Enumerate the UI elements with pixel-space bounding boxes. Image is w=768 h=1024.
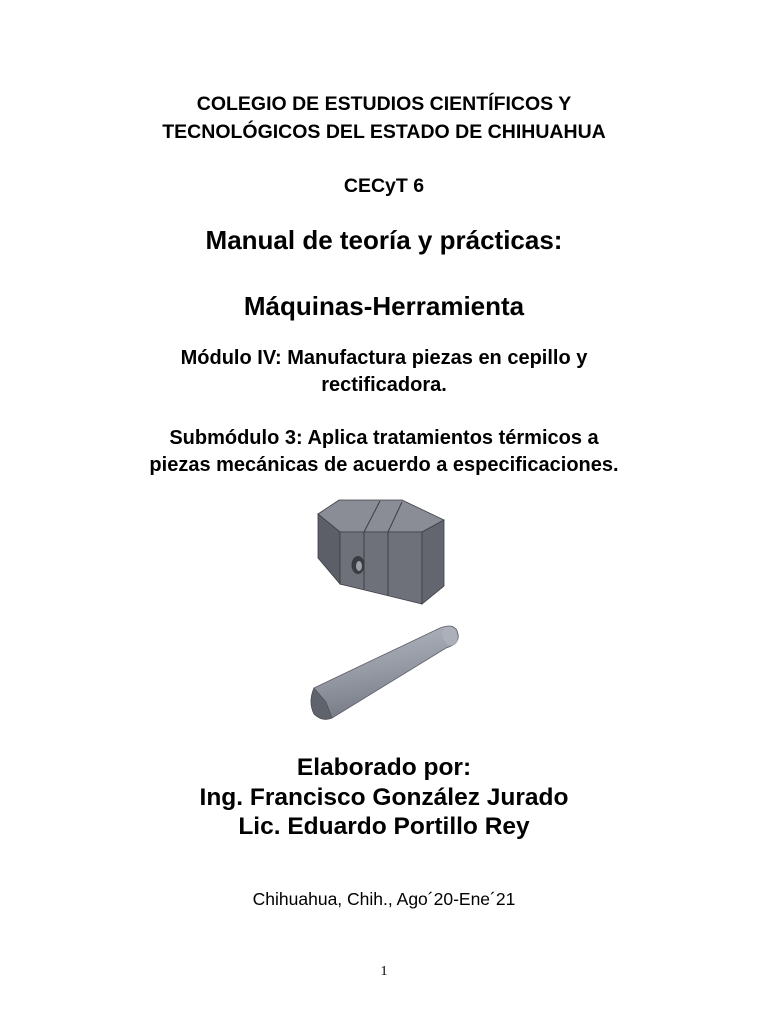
- module-line-2: rectificadora.: [321, 374, 447, 396]
- institution-line-1: COLEGIO DE ESTUDIOS CIENTÍFICOS Y: [196, 93, 572, 115]
- manual-title: Manual de teoría y prácticas:: [205, 225, 563, 255]
- campus-name: CECyT 6: [343, 175, 425, 197]
- author-1: Ing. Francisco González Jurado: [199, 784, 569, 811]
- module-line-1: Módulo IV: Manufactura piezas en cepillo y: [180, 347, 588, 369]
- hammer-head-icon: [318, 500, 444, 604]
- place-and-date: Chihuahua, Chih., Ago´20-Ene´21: [252, 889, 516, 909]
- hammer-handle-icon: [311, 624, 461, 719]
- subject-title: Máquinas-Herramienta: [243, 291, 525, 321]
- hammer-illustration: [296, 496, 472, 728]
- page-number: 1: [380, 964, 388, 979]
- institution-line-2: TECNOLÓGICOS DEL ESTADO DE CHIHUAHUA: [162, 121, 606, 143]
- submodule-line-1: Submódulo 3: Aplica tratamientos térmicos a: [169, 427, 599, 449]
- author-2: Lic. Eduardo Portillo Rey: [238, 813, 530, 840]
- prepared-by-label: Elaborado por:: [296, 754, 472, 781]
- submodule-line-2: piezas mecánicas de acuerdo a especificaciones.: [149, 454, 619, 476]
